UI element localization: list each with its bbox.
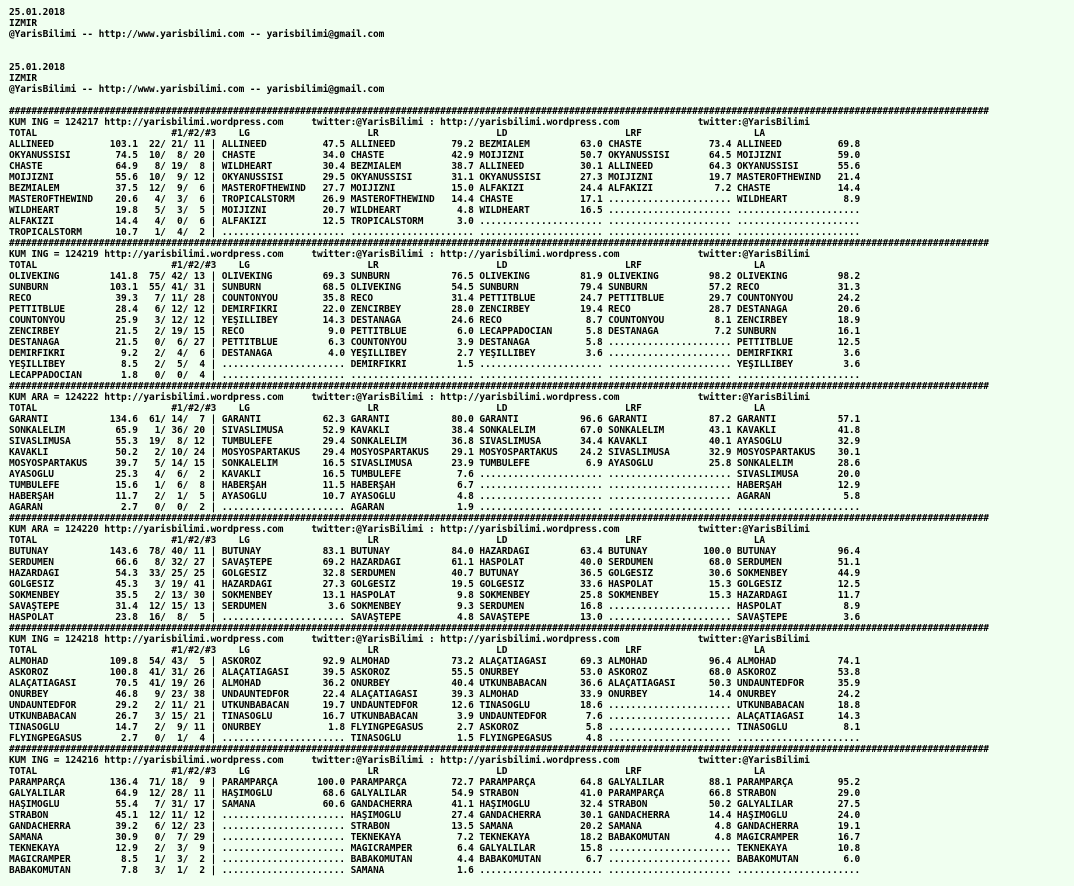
result-row: MAGICRAMPER 8.5 1/ 3/ 2 | ...................... BABAKOMUTAN 4.4 BABAKOMUTAN 6.7 ...................... BABAKOMUTAN 6.0 bbox=[9, 854, 861, 865]
result-row: MASTEROFTHEWIND 20.6 4/ 3/ 6 | TROPICALSTORM 26.9 MASTEROFTHEWIND 14.4 CHASTE 17.1 ...................... WILDHEART 8.9 bbox=[9, 194, 861, 205]
result-row: ASKOROZ 100.8 41/ 31/ 26 | ALAÇATIAĞASI 39.5 ASKOROZ 55.5 ONURBEY 53.0 ASKOROZ 68.0 ASKOROZ 53.8 bbox=[9, 667, 861, 678]
result-row: BUTUNAY 143.6 78/ 40/ 11 | BUTUNAY 83.1 BUTUNAY 84.0 HAZARDAĞI 63.4 BUTUNAY 100.0 BUTUNAY 96.4 bbox=[9, 546, 861, 557]
result-row: ONURBEY 46.8 9/ 23/ 38 | UNDAUNTEDFOR 22.4 ALAÇATIAĞASI 39.3 ALMOHAD 33.9 ONURBEY 14.4 ONURBEY 24.2 bbox=[9, 689, 861, 700]
result-row: HAZARDAĞI 54.3 33/ 25/ 25 | GOLGESIZ 32.8 SERDUMEN 40.7 BUTUNAY 36.5 GOLGESIZ 30.6 SOKMENBEY 44.9 bbox=[9, 568, 861, 579]
result-row: CHASTE 64.9 8/ 19/ 8 | WILDHEART 30.4 BEZMİALEM 38.7 ALLINEED 30.1 ALLINEED 64.3 OKYANUSSİSİ 55.6 bbox=[9, 161, 861, 172]
column-header-line: TOTAL #1/#2/#3 LG LR LD LRF LA bbox=[9, 535, 765, 546]
result-row: UNDAUNTEDFOR 29.2 2/ 11/ 21 | UTKUNBABACAN 19.7 UNDAUNTEDFOR 12.6 TINASOGLU 18.6 ...................... UTKUNBABACAN 18.8 bbox=[9, 700, 861, 711]
column-header-line: TOTAL #1/#2/#3 LG LR LD LRF LA bbox=[9, 766, 765, 777]
result-row: AGARAN 2.7 0/ 0/ 2 | ...................... AGARAN 1.9 ...................... ...................... ...................... bbox=[9, 502, 861, 513]
separator-line: ############################################################################################################################################################################### bbox=[9, 381, 989, 392]
column-header-line: TOTAL #1/#2/#3 LG LR LD LRF LA bbox=[9, 260, 765, 271]
result-row: MOSYOSPARTAKÜS 39.7 5/ 14/ 15 | SONKALELİM 16.5 SİVASLIMUSA 23.9 TUMBULEFE 6.9 AYASOĞLU 25.8 SONKALELİM 28.6 bbox=[9, 458, 861, 469]
result-row: KAVAKLI 50.2 2/ 10/ 24 | MOSYOSPARTAKÜS 29.4 MOSYOSPARTAKÜS 29.1 MOSYOSPARTAKÜS 24.2 SİVASLIMUSA 32.9 MOSYOSPARTAKÜS 30.1 bbox=[9, 447, 861, 458]
text-line: @YarisBilimi -- http://www.yarisbilimi.com -- yarisbilimi@gmail.com bbox=[9, 29, 385, 40]
result-row: PARAMPARÇA 136.4 71/ 18/ 9 | PARAMPARÇA 100.0 PARAMPARÇA 72.7 PARAMPARÇA 64.8 GALYALILAR 88.1 PARAMPARÇA 95.2 bbox=[9, 777, 861, 788]
result-row: COUNTONYOU 25.9 3/ 12/ 12 | YEŞİLLİBEY 14.3 DESTANAGA 24.6 RECO 8.7 COUNTONYOU 8.1 ZENCİRBEY 18.9 bbox=[9, 315, 861, 326]
race-header-line: KUM ING = 124219 http://yarisbilimi.wordpress.com twitter:@YarisBilimi : http://yarisbilimi.wordpress.com twitter:@YarisBilimi bbox=[9, 249, 810, 260]
blank-line bbox=[9, 95, 1074, 106]
blank-line bbox=[9, 51, 1074, 62]
result-row: BEZMİALEM 37.5 12/ 9/ 6 | MASTEROFTHEWIND 27.7 MOIJIZNI 15.0 ALFAKIZI 24.4 ALFAKIZI 7.2 CHASTE 14.4 bbox=[9, 183, 861, 194]
text-line: @YarisBilimi -- http://www.yarisbilimi.com -- yarisbilimi@gmail.com bbox=[9, 84, 385, 95]
result-row: ALMOHAD 109.8 54/ 43/ 5 | ASKOROZ 92.9 ALMOHAD 73.2 ALAÇATIAĞASI 69.3 ALMOHAD 96.4 ALMOHAD 74.1 bbox=[9, 656, 861, 667]
race-header-line: KUM ING = 124216 http://yarisbilimi.wordpress.com twitter:@YarisBilimi : http://yarisbilimi.wordpress.com twitter:@YarisBilimi bbox=[9, 755, 810, 766]
result-row: BABAKOMUTAN 7.8 3/ 1/ 2 | ...................... SAMANA 1.6 ...................... ...................... ...................... bbox=[9, 865, 861, 876]
separator-line: ############################################################################################################################################################################### bbox=[9, 238, 989, 249]
result-row: SUNBURN 103.1 55/ 41/ 31 | SUNBURN 68.5 OLIVEKING 54.5 SUNBURN 79.4 SUNBURN 57.2 RECO 31.3 bbox=[9, 282, 861, 293]
result-row: FLYINGPEGASUS 2.7 0/ 1/ 4 | ...................... TINASOGLU 1.5 FLYINGPEGASUS 4.8 ...................... ...................... bbox=[9, 733, 861, 744]
column-header-line: TOTAL #1/#2/#3 LG LR LD LRF LA bbox=[9, 645, 765, 656]
result-row: HABERŞAH 11.7 2/ 1/ 5 | AYASOĞLU 10.7 AYASOĞLU 4.8 ...................... ...................... AGARAN 5.8 bbox=[9, 491, 861, 502]
column-header-line: TOTAL #1/#2/#3 LG LR LD LRF LA bbox=[9, 403, 765, 414]
result-row: LECAPPADOCIAN 1.8 0/ 0/ 4 | ...................... ...................... ...................... ...................... ...................... bbox=[9, 370, 861, 381]
separator-line: ############################################################################################################################################################################### bbox=[9, 744, 989, 755]
text-line: IZMIR bbox=[9, 73, 37, 84]
text-line: IZMIR bbox=[9, 18, 37, 29]
result-row: SONKALELİM 65.9 1/ 36/ 20 | SİVASLIMUSA 52.9 KAVAKLI 38.4 SONKALELİM 67.0 SONKALELİM 43.1 KAVAKLI 41.8 bbox=[9, 425, 861, 436]
result-row: SERDUMEN 66.6 8/ 32/ 27 | SAVAŞTEPE 69.2 HAZARDAĞI 61.1 HASPOLAT 40.0 SERDUMEN 68.0 SERDUMEN 51.1 bbox=[9, 557, 861, 568]
text-line: 25.01.2018 bbox=[9, 7, 65, 18]
result-row: GALYALILAR 64.9 12/ 28/ 11 | HAŞIMOGLU 68.6 GALYALILAR 54.9 STRABON 41.0 PARAMPARÇA 66.8 STRABON 29.0 bbox=[9, 788, 861, 799]
result-row: HASPOLAT 23.8 16/ 8/ 5 | ...................... SAVAŞTEPE 4.8 SAVAŞTEPE 13.0 ...................... SAVAŞTEPE 3.6 bbox=[9, 612, 861, 623]
result-row: STRABON 45.1 12/ 11/ 12 | ...................... HAŞIMOGLU 27.4 GANDACHERRA 30.1 GANDACHERRA 14.4 HAŞIMOGLU 24.0 bbox=[9, 810, 861, 821]
result-row: PETTITBLUE 28.4 6/ 12/ 12 | DEMİRFIKRİ 22.0 ZENCİRBEY 28.0 ZENCİRBEY 19.4 RECO 28.7 DESTANAGA 20.6 bbox=[9, 304, 861, 315]
result-row: OLIVEKING 141.8 75/ 42/ 13 | OLIVEKING 69.3 SUNBURN 76.5 OLIVEKING 81.9 OLIVEKING 98.2 OLIVEKING 98.2 bbox=[9, 271, 861, 282]
race-header-line: KUM ARA = 124222 http://yarisbilimi.wordpress.com twitter:@YarisBilimi : http://yarisbilimi.wordpress.com twitter:@YarisBilimi bbox=[9, 392, 810, 403]
result-row: YEŞİLLİBEY 8.5 2/ 5/ 4 | ...................... DEMİRFIKRİ 1.5 ...................... ...................... YEŞİLLİBEY 3.6 bbox=[9, 359, 861, 370]
result-row: GOLGESIZ 45.3 3/ 19/ 41 | HAZARDAĞI 27.3 GOLGESIZ 19.5 GOLGESIZ 33.6 HASPOLAT 15.3 GOLGESIZ 12.5 bbox=[9, 579, 861, 590]
result-row: TEKNEKAYA 12.9 2/ 3/ 9 | ...................... MAGICRAMPER 6.4 GALYALILAR 15.8 ...................... TEKNEKAYA 10.8 bbox=[9, 843, 861, 854]
result-row: DEMİRFIKRİ 9.2 2/ 4/ 6 | DESTANAGA 4.0 YEŞİLLİBEY 2.7 YEŞİLLİBEY 3.6 ...................... DEMİRFIKRİ 3.6 bbox=[9, 348, 861, 359]
result-row: TROPICALSTORM 10.7 1/ 4/ 2 | ...................... ...................... ...................... ...................... ...................... bbox=[9, 227, 861, 238]
column-header-line: TOTAL #1/#2/#3 LG LR LD LRF LA bbox=[9, 128, 765, 139]
result-row: DESTANAGA 21.5 0/ 6/ 27 | PETTITBLUE 6.3 COUNTONYOU 3.9 DESTANAGA 5.8 ...................... PETTITBLUE 12.5 bbox=[9, 337, 861, 348]
text-line: 25.01.2018 bbox=[9, 62, 65, 73]
result-row: MOIJIZNI 55.6 10/ 9/ 12 | OKYANUSSİSİ 29.5 OKYANUSSİSİ 31.1 OKYANUSSİSİ 27.3 MOIJIZNI 19.7 MASTEROFTHEWIND 21.4 bbox=[9, 172, 861, 183]
race-header-line: KUM ING = 124218 http://yarisbilimi.wordpress.com twitter:@YarisBilimi : http://yarisbilimi.wordpress.com twitter:@YarisBilimi bbox=[9, 634, 810, 645]
result-row: GANDACHERRA 39.2 6/ 12/ 23 | ...................... STRABON 13.5 SAMANA 20.2 SAMANA 4.8 GANDACHERRA 19.1 bbox=[9, 821, 861, 832]
race-header-line: KUM ARA = 124220 http://yarisbilimi.wordpress.com twitter:@YarisBilimi : http://yarisbilimi.wordpress.com twitter:@YarisBilimi bbox=[9, 524, 810, 535]
result-row: WILDHEART 19.8 5/ 3/ 5 | MOIJIZNI 20.7 WILDHEART 4.8 WILDHEART 16.5 ...................... ...................... bbox=[9, 205, 861, 216]
result-row: ALAÇATIAĞASI 70.5 41/ 19/ 26 | ALMOHAD 36.2 ONURBEY 40.4 UTKUNBABACAN 36.6 ALAÇATIAĞASI 50.3 UNDAUNTEDFOR 35.9 bbox=[9, 678, 861, 689]
result-row: TINASOGLU 14.7 2/ 9/ 11 | ONURBEY 1.8 FLYINGPEGASUS 2.7 ASKOROZ 5.8 ...................... TINASOGLU 8.1 bbox=[9, 722, 861, 733]
race-header-line: KUM ING = 124217 http://yarisbilimi.wordpress.com twitter:@YarisBilimi : http://yarisbilimi.wordpress.com twitter:@YarisBilimi bbox=[9, 117, 810, 128]
result-row: GARANTİ 134.6 61/ 14/ 7 | GARANTİ 62.3 GARANTİ 80.0 GARANTİ 96.6 GARANTİ 87.2 GARANTİ 57.1 bbox=[9, 414, 861, 425]
result-row: UTKUNBABACAN 26.7 3/ 15/ 21 | TINASOGLU 16.7 UTKUNBABACAN 3.9 UNDAUNTEDFOR 7.6 ...................... ALAÇATIAĞASI 14.3 bbox=[9, 711, 861, 722]
result-row: AYASOĞLU 25.3 4/ 6/ 2 | KAVAKLI 16.5 TUMBULEFE 7.6 ...................... ...................... SİVASLIMUSA 20.0 bbox=[9, 469, 861, 480]
result-row: ALLINEED 103.1 22/ 21/ 11 | ALLINEED 47.5 ALLINEED 79.2 BEZMİALEM 63.0 CHASTE 73.4 ALLINEED 69.8 bbox=[9, 139, 861, 150]
result-row: ALFAKIZI 14.4 4/ 0/ 6 | ALFAKIZI 12.5 TROPICALSTORM 3.0 ...................... ...................... ...................... bbox=[9, 216, 861, 227]
separator-line: ############################################################################################################################################################################### bbox=[9, 513, 989, 524]
result-row: HAŞIMOGLU 55.4 7/ 31/ 17 | SAMANA 60.6 GANDACHERRA 41.1 HAŞIMOGLU 32.4 STRABON 50.2 GALYALILAR 27.5 bbox=[9, 799, 861, 810]
result-row: RECO 39.3 7/ 11/ 28 | COUNTONYOU 35.8 RECO 31.4 PETTITBLUE 24.7 PETTITBLUE 29.7 COUNTONYOU 24.2 bbox=[9, 293, 861, 304]
result-row: SOKMENBEY 35.5 2/ 13/ 30 | SOKMENBEY 13.1 HASPOLAT 9.8 SOKMENBEY 25.8 SOKMENBEY 15.3 HAZARDAĞI 11.7 bbox=[9, 590, 861, 601]
result-row: SİVASLIMUSA 55.3 19/ 8/ 12 | TUMBULEFE 29.4 SONKALELİM 36.8 SİVASLIMUSA 34.4 KAVAKLI 40.1 AYASOĞLU 32.9 bbox=[9, 436, 861, 447]
separator-line: ############################################################################################################################################################################### bbox=[9, 623, 989, 634]
result-row: TUMBULEFE 15.6 1/ 6/ 8 | HABERŞAH 11.5 HABERŞAH 6.7 ...................... ...................... HABERŞAH 12.9 bbox=[9, 480, 861, 491]
result-row: OKYANUSSİSİ 74.5 10/ 8/ 20 | CHASTE 34.0 CHASTE 42.9 MOIJIZNI 50.7 OKYANUSSİSİ 64.5 MOIJIZNI 59.0 bbox=[9, 150, 861, 161]
result-row: SAMANA 30.9 0/ 7/ 29 | ...................... TEKNEKAYA 7.2 TEKNEKAYA 18.2 BABAKOMUTAN 4.8 MAGICRAMPER 16.7 bbox=[9, 832, 861, 843]
blank-line bbox=[9, 40, 1074, 51]
result-row: SAVAŞTEPE 31.4 12/ 15/ 13 | SERDUMEN 3.6 SOKMENBEY 9.3 SERDUMEN 16.8 ...................... HASPOLAT 8.9 bbox=[9, 601, 861, 612]
separator-line: ############################################################################################################################################################################### bbox=[9, 106, 989, 117]
result-row: ZENCİRBEY 21.5 2/ 19/ 15 | RECO 9.0 PETTITBLUE 6.0 LECAPPADOCIAN 5.8 DESTANAGA 7.2 SUNBURN 16.1 bbox=[9, 326, 861, 337]
